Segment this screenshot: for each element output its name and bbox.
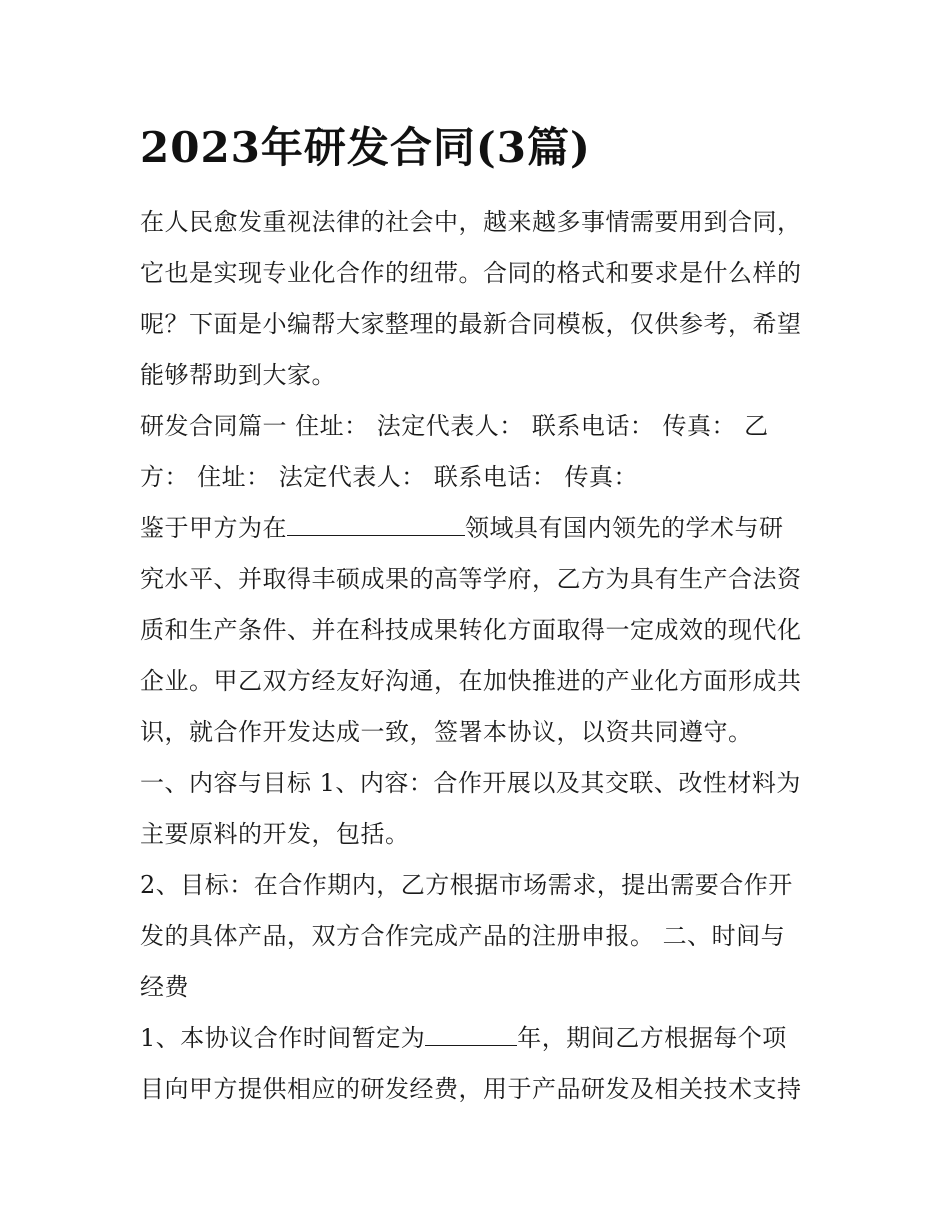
- intro-line: 它也是实现专业化合作的纽带。合同的格式和要求是什么样的: [140, 259, 802, 287]
- recital-line: 究水平、并取得丰硕成果的高等学府，乙方为具有生产合法资: [140, 565, 802, 593]
- section1-item2-line: 2、目标：在合作期内，乙方根据市场需求，提出需要合作开: [140, 871, 793, 899]
- intro-line: 呢？下面是小编帮大家整理的最新合同模板，仅供参考，希望: [140, 310, 802, 338]
- intro-line: 在人民愈发重视法律的社会中，越来越多事情需要用到合同，: [140, 208, 802, 236]
- recital-line: 识，就合作开发达成一致，签署本协议，以资共同遵守。: [140, 718, 753, 746]
- field-blank: [425, 1023, 517, 1046]
- recital-first-line: [140, 511, 784, 545]
- section1-item2-line: 经费: [140, 973, 189, 1001]
- field-blank: [287, 513, 465, 536]
- section2-text-before-blank: 1、本协议合作时间暂定为: [140, 1024, 426, 1052]
- section2-first-line: [140, 1021, 787, 1055]
- parties-line: 研发合同篇一 住址： 法定代表人： 联系电话： 传真： 乙: [140, 412, 769, 440]
- section1-line: 一、内容与目标 1、内容：合作开展以及其交联、改性材料为: [140, 769, 801, 797]
- section2-text-after-blank: 年，期间乙方根据每个项: [517, 1024, 787, 1052]
- recital-text-before-blank: 鉴于甲方为在: [140, 514, 287, 542]
- recital-line: 企业。甲乙双方经友好沟通，在加快推进的产业化方面形成共: [140, 667, 802, 695]
- intro-line: 能够帮助到大家。: [140, 361, 336, 389]
- parties-line: 方： 住址： 法定代表人： 联系电话： 传真：: [140, 463, 639, 491]
- section2-line: 目向甲方提供相应的研发经费，用于产品研发及相关技术支持: [140, 1075, 802, 1103]
- recital-line: 质和生产条件、并在科技成果转化方面取得一定成效的现代化: [140, 616, 802, 644]
- recital-text-after-blank: 领域具有国内领先的学术与研: [465, 514, 784, 542]
- section1-item2-line: 发的具体产品，双方合作完成产品的注册申报。 二、时间与: [140, 922, 786, 950]
- section1-line: 主要原料的开发，包括。: [140, 820, 410, 848]
- document-title: 2023年研发合同(3篇): [140, 123, 591, 172]
